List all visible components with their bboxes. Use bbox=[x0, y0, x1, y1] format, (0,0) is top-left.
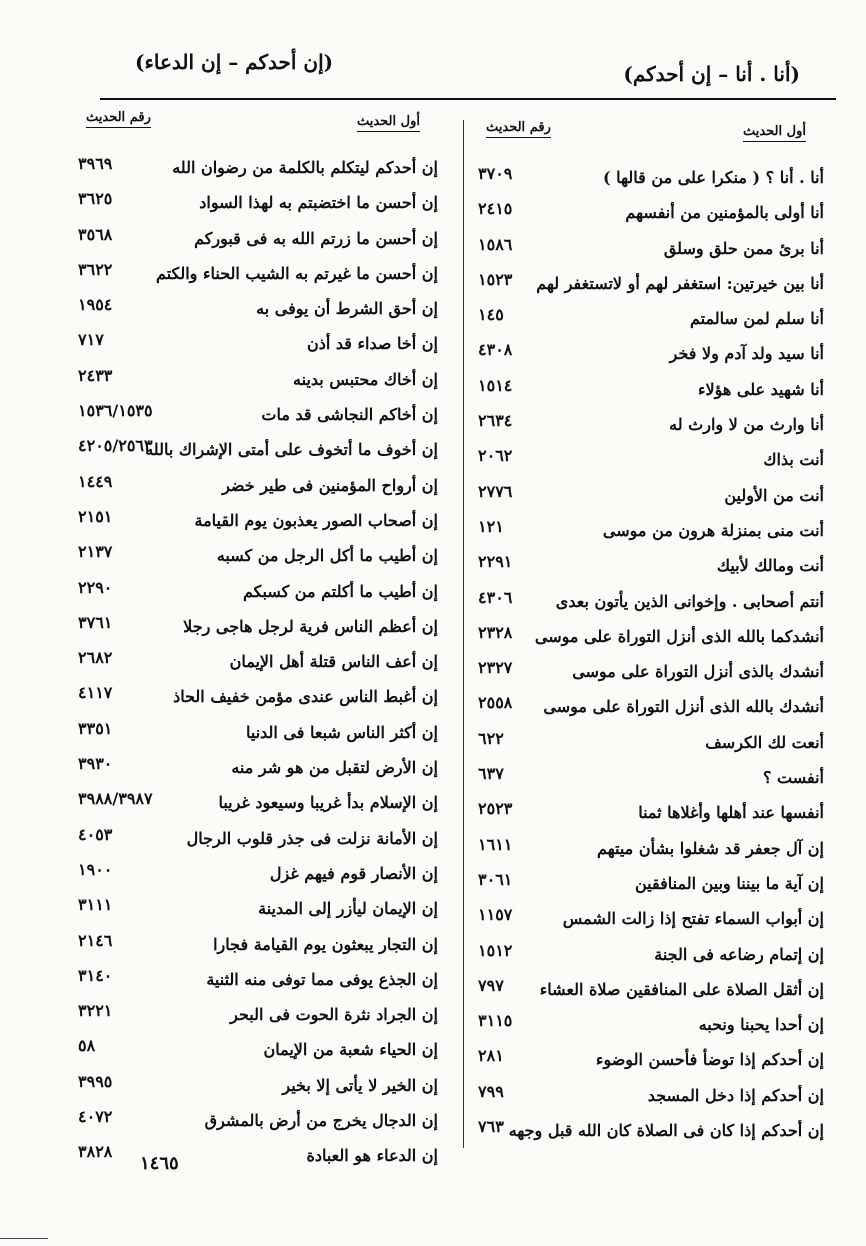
hadith-incipit: إن أصحاب الصور يعذبون يوم القيامة bbox=[194, 510, 438, 530]
entry-list bbox=[468, 160, 824, 1148]
right-column bbox=[468, 120, 824, 1148]
list-item bbox=[468, 866, 824, 901]
hadith-number: ١٤٤٩ bbox=[78, 471, 113, 491]
hadith-number: ٢٢٩١ bbox=[478, 552, 513, 572]
hadith-number: ١٥٣٦/١٥٣٥ bbox=[78, 401, 153, 421]
list-item bbox=[68, 644, 438, 679]
hadith-incipit: إن الدعاء هو العبادة bbox=[306, 1146, 438, 1166]
hadith-number: ٣٩٨٨/٣٩٨٧ bbox=[78, 789, 153, 809]
hadith-number: ٣٦٢٥ bbox=[78, 189, 113, 209]
hadith-incipit: إن أحدكم إذا دخل المسجد bbox=[647, 1085, 824, 1105]
hadith-incipit: إن أحدكم ليتكلم بالكلمة من رضوان الله bbox=[172, 158, 438, 177]
hadith-incipit: أنفسها عند أهلها وأغلاها ثمنا bbox=[638, 803, 824, 823]
hadith-incipit: إن أحدكم إذا توضأ فأحسن الوضوء bbox=[595, 1050, 824, 1070]
list-item bbox=[468, 795, 824, 830]
page-number: ١٤٦٥ bbox=[140, 1153, 179, 1174]
list-item bbox=[68, 750, 438, 785]
page-header bbox=[100, 40, 840, 100]
hadith-number: ٣٣٥١ bbox=[78, 718, 113, 738]
list-item bbox=[468, 725, 824, 760]
hadith-incipit: أنا سلم لمن سالمتم bbox=[689, 309, 824, 329]
hadith-incipit: إن أخوف ما أتخوف على أمتى الإشراك بالله bbox=[145, 440, 438, 460]
list-item bbox=[468, 407, 824, 442]
hadith-incipit: إن أحسن ما اختضبتم به لهذا السواد bbox=[199, 193, 438, 213]
hadith-number: ٢٥٢٣ bbox=[478, 799, 513, 819]
list-item bbox=[68, 538, 438, 573]
hadith-incipit: إن أغبط الناس عندى مؤمن خفيف الحاذ bbox=[173, 687, 438, 707]
hadith-number: ٢٤١٥ bbox=[478, 199, 513, 219]
hadith-incipit: أنت من الأولين bbox=[724, 485, 824, 505]
list-item bbox=[68, 891, 438, 926]
hadith-number: ٢٤٣٣ bbox=[78, 365, 113, 385]
left-column bbox=[68, 110, 438, 1174]
hadith-number: ٣٩٩٥ bbox=[78, 1071, 113, 1091]
hadith-incipit: إن أخا صداء قد أذن bbox=[306, 334, 438, 354]
hadith-incipit: أنشدكما بالله الذى أنزل التوراة على موسى bbox=[534, 626, 824, 646]
list-item bbox=[468, 442, 824, 477]
list-item bbox=[468, 478, 824, 513]
hadith-number: ٤١١٧ bbox=[78, 683, 113, 703]
hadith-number: ٣٦٢٢ bbox=[78, 259, 113, 279]
hadith-number: ٤٠٧٢ bbox=[78, 1107, 113, 1127]
hadith-number: ١٩٥٤ bbox=[78, 295, 113, 315]
list-item bbox=[68, 256, 438, 291]
column-divider bbox=[463, 120, 464, 1148]
running-head-left: (إن أحدكم – إن الدعاء) bbox=[135, 50, 334, 74]
hadith-incipit: أنا شهيد على هؤلاء bbox=[697, 379, 824, 399]
hadith-number: ١٤٥ bbox=[478, 305, 504, 325]
footer-rule bbox=[0, 1238, 48, 1239]
hadith-number: ١٥٢٣ bbox=[478, 269, 513, 289]
list-item bbox=[68, 962, 438, 997]
hadith-number: ٦٣٧ bbox=[478, 764, 504, 784]
hadith-incipit: أنت بذاك bbox=[763, 450, 824, 470]
hadith-incipit: أنت ومالك لأبيك bbox=[716, 556, 824, 576]
running-head-right: (أنا . أنا – إن أحدكم) bbox=[623, 62, 800, 86]
list-item bbox=[68, 1103, 438, 1138]
hadith-incipit: إن التجار يبعثون يوم القيامة فجارا bbox=[213, 934, 438, 954]
list-item bbox=[468, 619, 824, 654]
hadith-incipit: إن الأرض لتقبل من هو شر منه bbox=[231, 758, 438, 778]
hadith-number: ٧٩٩ bbox=[478, 1081, 504, 1101]
hadith-number: ١١٥٧ bbox=[478, 905, 513, 925]
first-label: أول الحديث bbox=[743, 124, 806, 142]
hadith-incipit: إن أطيب ما أكلتم من كسبكم bbox=[243, 581, 438, 601]
hadith-incipit: إن آل جعفر قد شغلوا بشأن ميتهم bbox=[597, 838, 824, 858]
hadith-number: ٢١٤٦ bbox=[78, 930, 113, 950]
hadith-number: ٢١٣٧ bbox=[78, 542, 113, 562]
hadith-incipit: إن الأمانة نزلت فى جذر قلوب الرجال bbox=[186, 828, 438, 848]
list-item bbox=[68, 715, 438, 750]
hadith-incipit: إن الإسلام بدأ غريبا وسيعود غريبا bbox=[218, 793, 438, 813]
list-item bbox=[468, 1078, 824, 1113]
hadith-incipit: أنا برئ ممن حلق وسلق bbox=[663, 238, 824, 258]
hadith-number: ٧١٧ bbox=[78, 330, 104, 350]
hadith-incipit: أنا أولى بالمؤمنين من أنفسهم bbox=[625, 203, 824, 223]
hadith-incipit: إن الإيمان ليأزر إلى المدينة bbox=[258, 899, 438, 919]
hadith-incipit: إن أعف الناس قتلة أهل الإيمان bbox=[229, 652, 438, 672]
hadith-incipit: إن أخاك محتبس بدينه bbox=[293, 369, 438, 389]
hadith-incipit: أنشدك بالله الذى أنزل التوراة على موسى bbox=[543, 697, 824, 717]
hadith-incipit: إن الجراد نثرة الحوت فى البحر bbox=[230, 1005, 438, 1025]
list-item bbox=[468, 336, 824, 371]
list-item bbox=[68, 326, 438, 361]
hadith-incipit: إن أخاكم النجاشى قد مات bbox=[261, 405, 438, 425]
hadith-number: ٣٢٢١ bbox=[78, 1001, 113, 1021]
hadith-number: ٢٠٦٢ bbox=[478, 446, 513, 466]
list-item bbox=[68, 185, 438, 220]
list-item bbox=[68, 432, 438, 467]
number-label: رقم الحديث bbox=[86, 110, 151, 128]
column-header bbox=[468, 120, 824, 160]
hadith-number: ١٥١٢ bbox=[478, 940, 513, 960]
list-item bbox=[68, 291, 438, 326]
list-item bbox=[68, 1068, 438, 1103]
hadith-incipit: إن أعظم الناس فرية لرجل هاجى رجلا bbox=[183, 616, 438, 636]
hadith-incipit: إن أحق الشرط أن يوفى به bbox=[256, 299, 438, 319]
hadith-number: ٥٨ bbox=[78, 1036, 96, 1056]
column-header bbox=[68, 110, 438, 150]
list-item bbox=[68, 362, 438, 397]
list-item bbox=[468, 760, 824, 795]
hadith-incipit: أنا وارث من لا وارث له bbox=[669, 415, 824, 435]
list-item bbox=[468, 301, 824, 336]
hadith-number: ٣١٤٠ bbox=[78, 965, 113, 985]
hadith-number: ٢٦٣٤ bbox=[478, 411, 513, 431]
list-item bbox=[68, 574, 438, 609]
list-item bbox=[68, 1032, 438, 1067]
list-item bbox=[68, 609, 438, 644]
hadith-incipit: إن أحسن ما غيرتم به الشيب الحناء والكتم bbox=[156, 263, 438, 283]
list-item bbox=[468, 1007, 824, 1042]
hadith-incipit: إن الدجال يخرج من أرض بالمشرق bbox=[204, 1111, 438, 1131]
hadith-number: ٣٠٦١ bbox=[478, 869, 513, 889]
hadith-incipit: أنعت لك الكرسف bbox=[705, 732, 824, 752]
list-item bbox=[468, 584, 824, 619]
list-item bbox=[468, 266, 824, 301]
list-item bbox=[468, 160, 824, 195]
hadith-incipit: إن الجذع يوفى مما توفى منه الثنية bbox=[206, 969, 438, 989]
hadith-number: ٤٣٠٨ bbox=[478, 340, 513, 360]
list-item bbox=[68, 785, 438, 820]
list-item bbox=[68, 821, 438, 856]
hadith-number: ٣١١١ bbox=[78, 895, 113, 915]
hadith-incipit: إن الأنصار قوم فيهم غزل bbox=[269, 863, 438, 883]
hadith-incipit: أنا بين خيرتين: استغفر لهم أو لاتستغفر لهم bbox=[536, 273, 824, 293]
list-item bbox=[68, 468, 438, 503]
hadith-number: ٧٦٣ bbox=[478, 1117, 504, 1137]
list-item bbox=[468, 937, 824, 972]
hadith-number: ٦٢٢ bbox=[478, 728, 504, 748]
hadith-incipit: أنت منى بمنزلة هرون من موسى bbox=[602, 520, 824, 540]
header-rule bbox=[100, 98, 836, 100]
hadith-number: ٤٣٠٦ bbox=[478, 587, 513, 607]
hadith-number: ١٦١١ bbox=[478, 834, 513, 854]
hadith-number: ٧٩٧ bbox=[478, 975, 504, 995]
hadith-number: ٢٦٨٢ bbox=[78, 648, 113, 668]
hadith-incipit: أنا سيد ولد آدم ولا فخر bbox=[669, 344, 824, 364]
hadith-number: ٢٨١ bbox=[478, 1046, 504, 1066]
list-item bbox=[68, 503, 438, 538]
hadith-number: ١٥١٤ bbox=[478, 375, 513, 395]
list-item bbox=[68, 856, 438, 891]
list-item bbox=[68, 221, 438, 256]
hadith-number: ٢٢٩٠ bbox=[78, 577, 113, 597]
hadith-incipit: إن أكثر الناس شبعا فى الدنيا bbox=[245, 722, 438, 742]
hadith-number: ٢٣٢٨ bbox=[478, 622, 513, 642]
hadith-incipit: أنا . أنا ؟ ( منكرا على من قالها ) bbox=[603, 168, 824, 187]
entry-list bbox=[68, 150, 438, 1174]
list-item bbox=[468, 231, 824, 266]
hadith-number: ٣١١٥ bbox=[478, 1011, 513, 1031]
list-item bbox=[68, 397, 438, 432]
hadith-incipit: أنشدك بالذى أنزل التوراة على موسى bbox=[572, 662, 824, 682]
list-item bbox=[468, 654, 824, 689]
hadith-number: ٢٧٧٦ bbox=[478, 481, 513, 501]
hadith-number: ٣٨٢٨ bbox=[78, 1142, 113, 1162]
list-item bbox=[468, 972, 824, 1007]
list-item bbox=[68, 1138, 438, 1173]
list-item bbox=[468, 901, 824, 936]
hadith-number: ٣٧٠٩ bbox=[478, 164, 513, 183]
hadith-incipit: إن أبواب السماء تفتح إذا زالت الشمس bbox=[562, 909, 824, 929]
hadith-incipit: إن الحياء شعبة من الإيمان bbox=[263, 1040, 438, 1060]
list-item bbox=[468, 831, 824, 866]
hadith-number: ٢٣٢٧ bbox=[478, 658, 513, 678]
hadith-incipit: إن أرواح المؤمنين فى طير خضر bbox=[222, 475, 438, 495]
list-item bbox=[468, 513, 824, 548]
hadith-incipit: إن أحدكم إذا كان فى الصلاة كان الله قبل وجهه bbox=[508, 1121, 824, 1141]
hadith-incipit: إن آية ما بيننا وبين المنافقين bbox=[635, 873, 824, 893]
list-item bbox=[468, 1113, 824, 1148]
hadith-incipit: إن أحسن ما زرتم الله به فى قبوركم bbox=[194, 228, 438, 248]
list-item bbox=[468, 1042, 824, 1077]
hadith-incipit: إن أحدا يحبنا ونحبه bbox=[698, 1015, 824, 1035]
hadith-number: ٢٥٥٨ bbox=[478, 693, 513, 713]
hadith-incipit: أنفست ؟ bbox=[762, 768, 824, 788]
list-item bbox=[468, 372, 824, 407]
list-item bbox=[468, 548, 824, 583]
hadith-number: ٤٠٥٣ bbox=[78, 824, 113, 844]
hadith-incipit: إن الخير لا يأتى إلا بخير bbox=[282, 1075, 438, 1095]
hadith-number: ١٥٨٦ bbox=[478, 234, 513, 254]
hadith-incipit: أنتم أصحابى . وإخوانى الذين يأتون بعدى bbox=[555, 591, 824, 611]
first-label: أول الحديث bbox=[357, 114, 420, 132]
list-item bbox=[68, 679, 438, 714]
hadith-number: ٣٧٦١ bbox=[78, 612, 113, 632]
hadith-incipit: إن أطيب ما أكل الرجل من كسبه bbox=[216, 546, 438, 566]
hadith-incipit: إن إتمام رضاعه فى الجنة bbox=[654, 944, 824, 964]
list-item bbox=[68, 150, 438, 185]
list-item bbox=[68, 927, 438, 962]
list-item bbox=[468, 195, 824, 230]
hadith-number: ٣٥٦٨ bbox=[78, 224, 113, 244]
hadith-number: ٣٩٣٠ bbox=[78, 754, 113, 774]
hadith-number: ٢١٥١ bbox=[78, 506, 113, 526]
hadith-number: ١٢١ bbox=[478, 516, 504, 536]
list-item bbox=[68, 997, 438, 1032]
hadith-incipit: إن أثقل الصلاة على المنافقين صلاة العشاء bbox=[539, 979, 824, 999]
number-label: رقم الحديث bbox=[486, 120, 551, 138]
hadith-number: ٣٩٦٩ bbox=[78, 154, 113, 173]
hadith-number: ١٩٠٠ bbox=[78, 859, 113, 879]
list-item bbox=[468, 689, 824, 724]
hadith-number: ٤٢٠٥/٢٥٦٣ bbox=[78, 436, 153, 456]
